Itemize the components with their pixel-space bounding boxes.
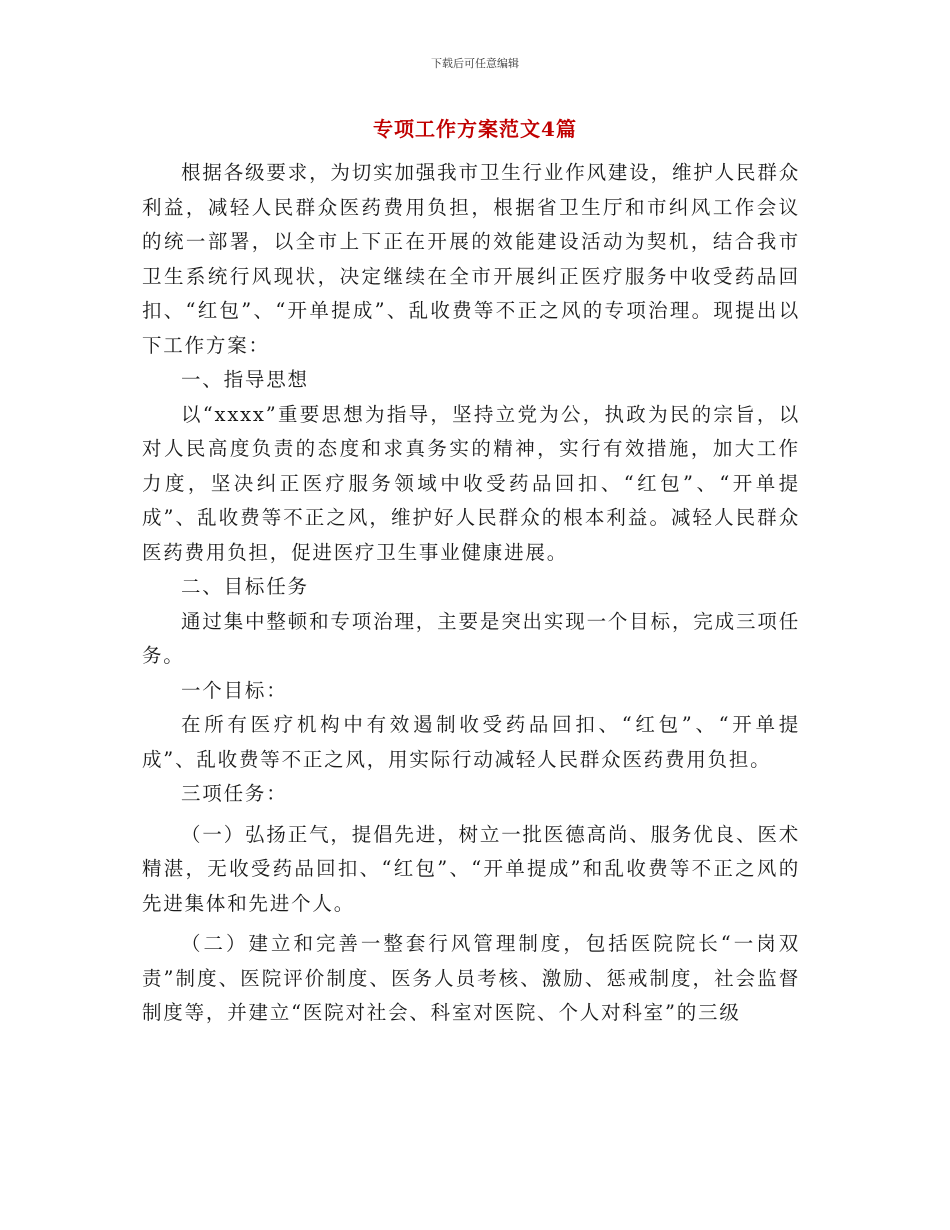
paragraph-task-one: （一）弘扬正气，提倡先进，树立一批医德高尚、服务优良、医术精湛，无收受药品回扣、“红包”、“开单提成”和乱收费等不正之风的先进集体和先进个人。	[142, 822, 800, 915]
paragraph-intro: 根据各级要求，为切实加强我市卫生行业作风建设，维护人民群众利益，减轻人民群众医药费用负担，根据省卫生厅和市纠风工作会议的统一部署，以全市上下正在开展的效能建设活动为契机，结合我市卫生系统行风现状，决定继续在全市开展纠正医疗服务中收受药品回扣、“红包”、“开单提成”、乱收费等不正之风的专项治理。现提出以下工作方案：	[142, 161, 800, 357]
paragraph-one-goal: 在所有医疗机构中有效遏制收受药品回扣、“红包”、“开单提成”、乱收费等不正之风，用实际行动减轻人民群众医药费用负担。	[142, 713, 800, 771]
section-heading-goals-tasks: 二、目标任务	[181, 575, 309, 598]
subheading-one-goal: 一个目标：	[181, 678, 288, 702]
document-title: 专项工作方案范文4篇	[373, 117, 577, 141]
document-body	[142, 156, 800, 1031]
paragraph-goals-tasks: 通过集中整顿和专项治理，主要是突出实现一个目标，完成三项任务。	[142, 609, 800, 667]
section-heading-guiding-thought: 一、指导思想	[181, 368, 309, 391]
paragraph-guiding-thought: 以“xxxx”重要思想为指导，坚持立党为公，执政为民的宗旨，以对人民高度负责的态度和求真务实的精神，实行有效措施，加大工作力度，坚决纠正医疗服务领域中收受药品回扣、“红包”、“开单提成”、乱收费等不正之风，维护好人民群众的根本利益。减轻人民群众医药费用负担，促进医疗卫生事业健康进展。	[142, 402, 800, 564]
header-note: 下载后可任意编辑	[431, 57, 519, 70]
subheading-three-tasks: 三项任务：	[181, 782, 288, 805]
paragraph-task-two: （二）建立和完善一整套行风管理制度，包括医院院长“一岗双责”制度、医院评价制度、医务人员考核、激励、惩戒制度，社会监督制度等，并建立“医院对社会、科室对医院、个人对科室”的三级	[142, 932, 800, 1024]
